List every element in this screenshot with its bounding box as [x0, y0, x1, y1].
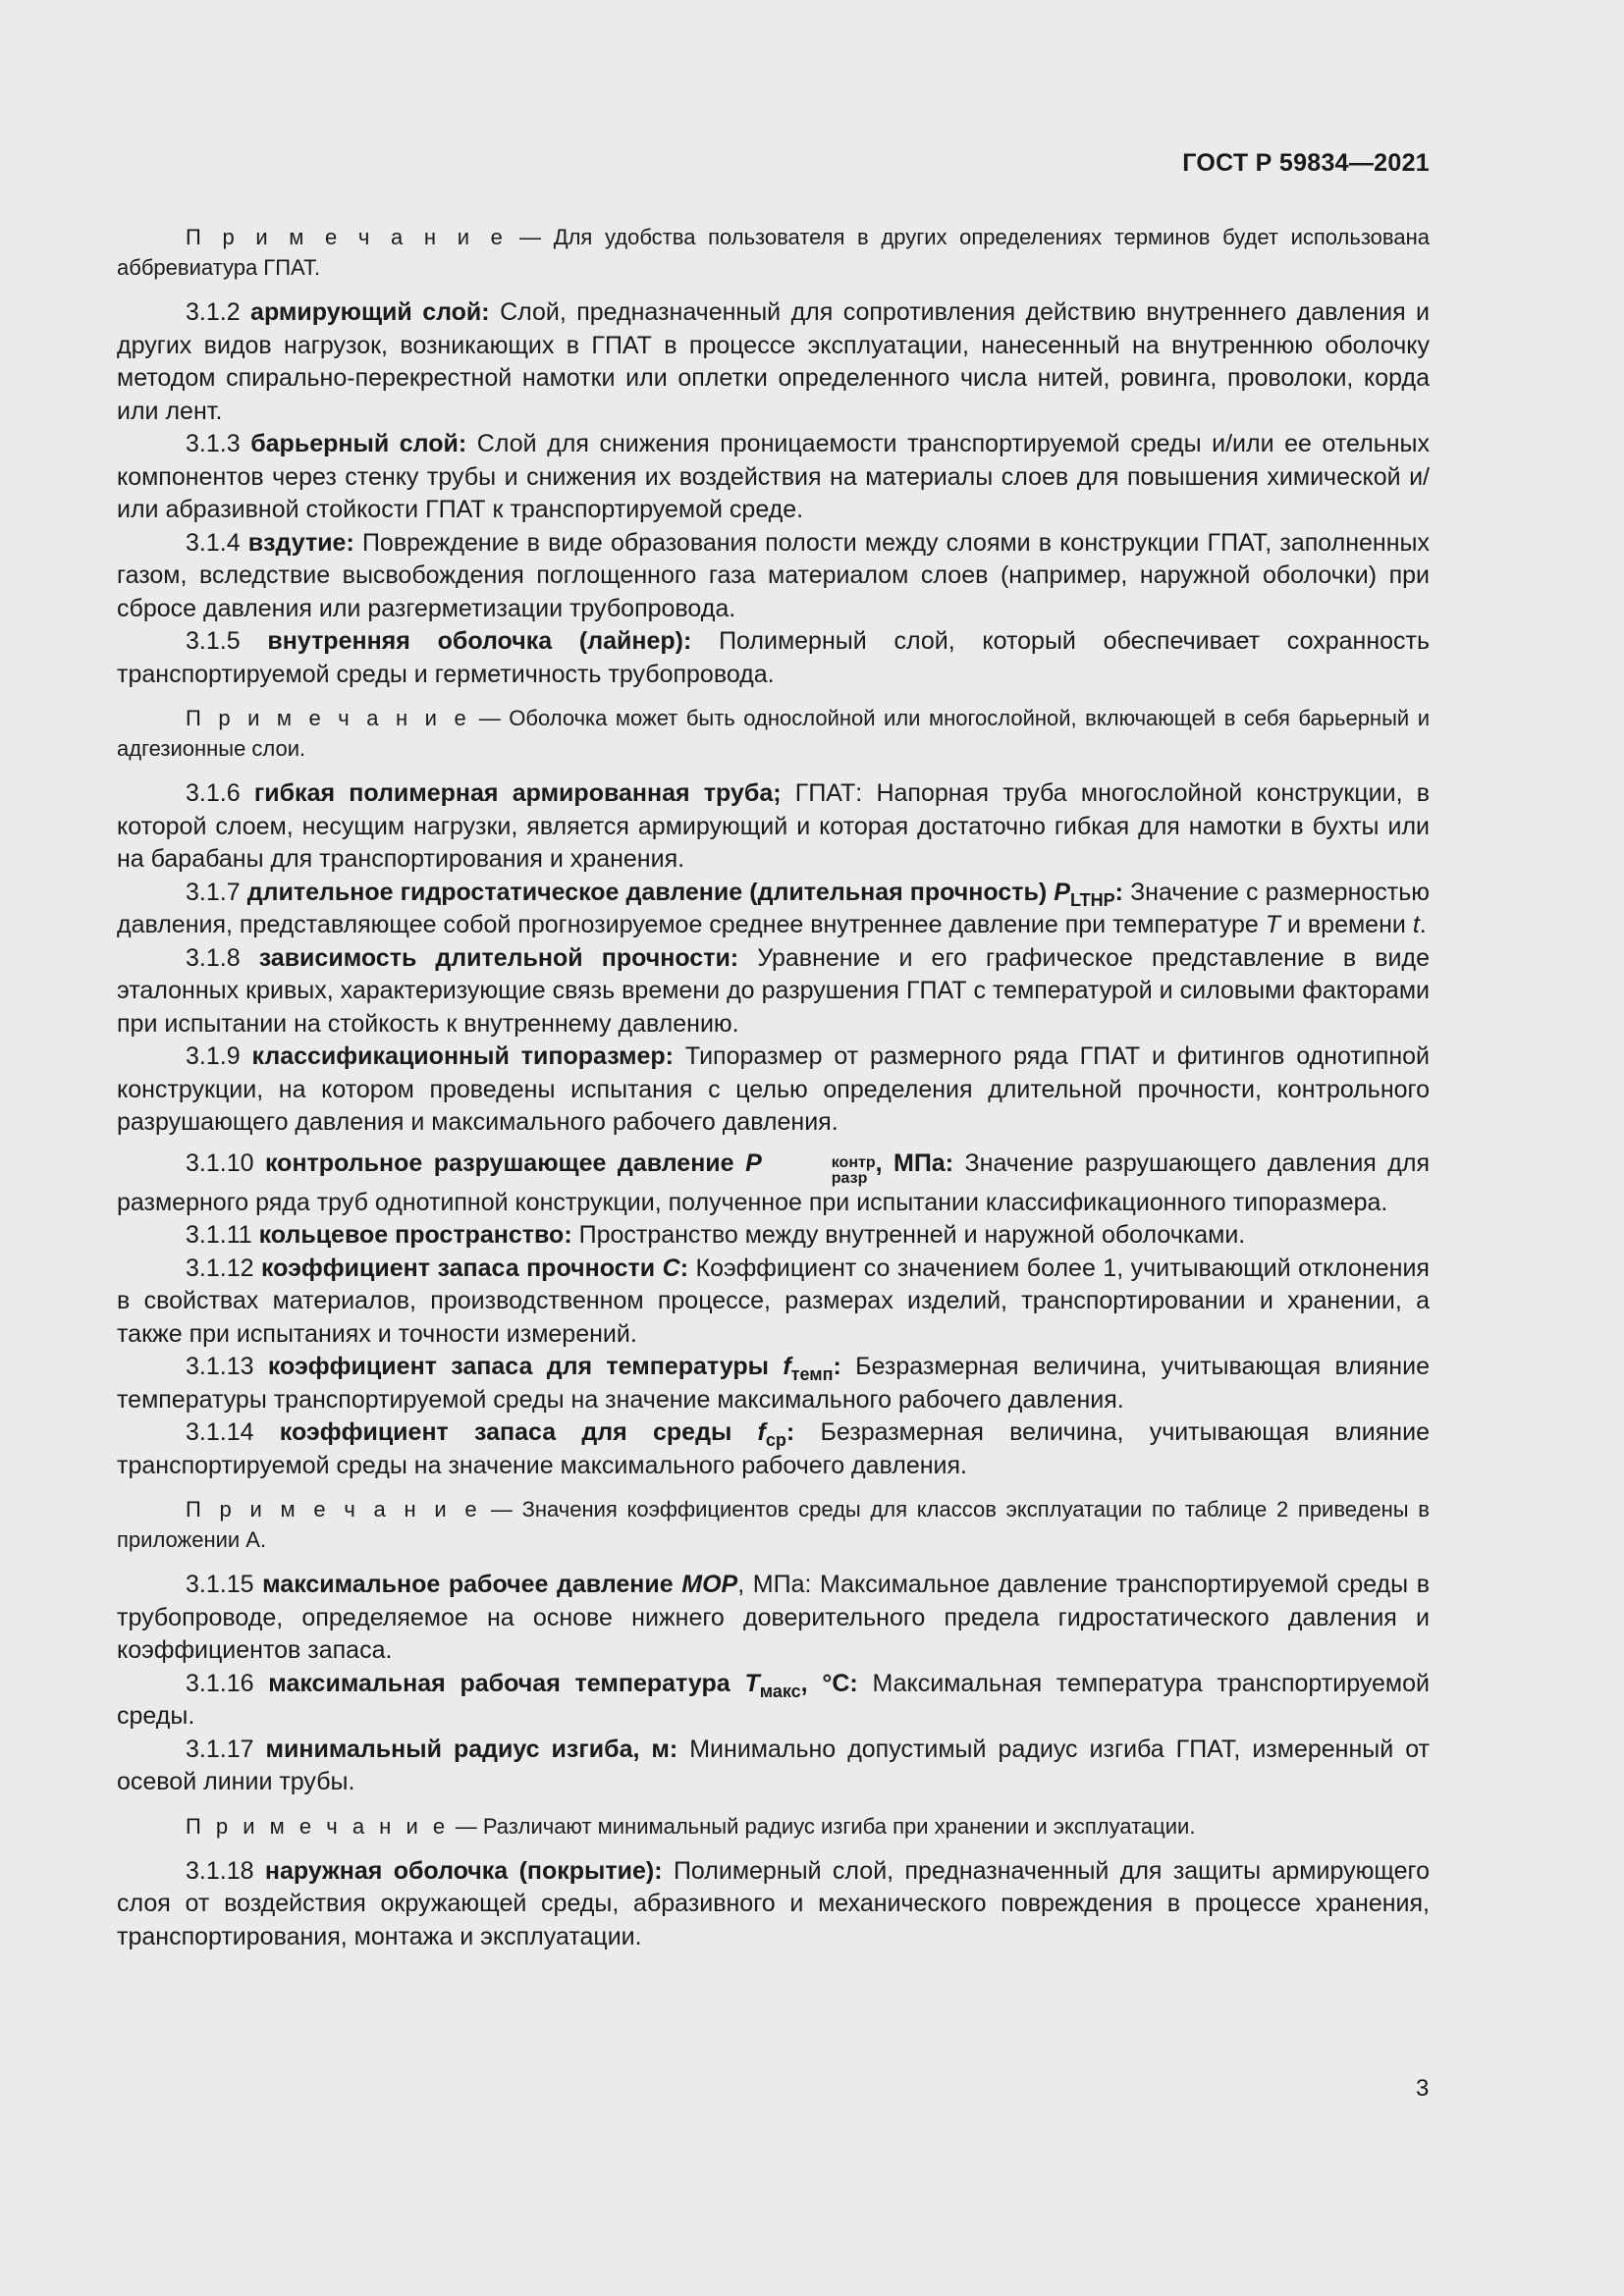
note-label: П р и м е ч а н и е — [186, 225, 508, 249]
term-name: гибкая полимерная армированная труба; — [253, 779, 782, 807]
definition-3-1-12 — [117, 1253, 1430, 1352]
term-name: длительное гидростатическое давление (длительная прочность) — [246, 878, 1048, 906]
note-2 — [117, 703, 1430, 764]
symbol-subscript: темп — [790, 1364, 834, 1384]
term-name: внутренняя оболочка (лайнер): — [267, 627, 692, 655]
document-body — [117, 222, 1430, 1953]
term-end: . — [1419, 911, 1427, 938]
symbol-subscript: разр — [831, 1169, 868, 1187]
variable-time: t — [1412, 911, 1420, 938]
clause-number: 3.1.13 — [186, 1353, 254, 1380]
term-text: ГПАТ: Напорная труба многослойной конструкции, в которой слоем, несущим нагрузки, является армирующий и которая достаточно гибкая для намотки в бухты или на барабаны для транспортирования и хранения. — [117, 779, 1431, 873]
clause-number: 3.1.18 — [186, 1856, 254, 1885]
term-text-2: и времени — [1286, 911, 1406, 938]
term-text: Слой для снижения проницаемости транспортируемой среды и/или ее отельных компонентов через стенку трубы и снижения их воздействия на материалы слоев для повышения химической и/или абразивной стойкости ГПАТ к транспортируемой среде. — [117, 430, 1430, 523]
note-label: П р и м е ч а н и е — [186, 1813, 450, 1839]
term-text: Уравнение и его графическое представление в виде эталонных кривых, характеризующие связь времени до разрушения ГПАТ с температурой и силовыми факторами при испытании на стойкость к внутреннему давлению. — [117, 943, 1430, 1038]
term-text: Безразмерная величина, учитывающая влияние транспортируемой среды на значение максимального рабочего давления. — [117, 1418, 1430, 1479]
term-name: коэффициент запаса для среды — [279, 1418, 732, 1446]
term-text: Безразмерная величина, учитывающая влияние температуры транспортируемой среды на значение максимального рабочего давления. — [117, 1353, 1430, 1414]
term-name: минимальный радиус изгиба, м: — [265, 1735, 678, 1763]
clause-number: 3.1.10 — [186, 1148, 254, 1177]
page-number: 3 — [1416, 2075, 1430, 2102]
symbol: MOP — [681, 1571, 738, 1598]
note-text: — Различают минимальный радиус изгиба при хранении и эксплуатации. — [455, 1813, 1196, 1839]
term-name: максимальная рабочая температура — [268, 1669, 731, 1697]
symbol-indices — [763, 1155, 876, 1187]
term-name: барьерный слой: — [250, 430, 467, 457]
symbol: f — [783, 1353, 791, 1380]
clause-number: 3.1.7 — [186, 878, 241, 906]
term-colon: : — [1114, 878, 1123, 906]
note-label: П р и м е ч а н и е — [186, 706, 471, 730]
document-header: ГОСТ Р 59834—2021 — [1182, 149, 1430, 177]
term-text: Полимерный слой, который обеспечивает сохранность транспортируемой среды и герметичность трубопровода. — [117, 627, 1431, 688]
definition-3-1-14 — [117, 1416, 1430, 1482]
term-text: Слой, предназначенный для сопротивления действию внутреннего давления и других видов нагрузок, возникающих в ГПАТ в процессе эксплуатации, нанесенный на внутреннюю оболочку методом спирально-перекрестной намотки или оплетки определенного числа нитей, ровинга, проволоки, корда или лент. — [117, 298, 1431, 425]
clause-number: 3.1.12 — [186, 1254, 254, 1282]
definition-3-1-10 — [117, 1148, 1430, 1220]
clause-number: 3.1.11 — [186, 1221, 252, 1249]
term-name: максимальное рабочее давление — [262, 1571, 674, 1598]
definition-3-1-8 — [117, 942, 1430, 1041]
definition-3-1-6 — [117, 777, 1430, 877]
term-name: коэффициент запаса для температуры — [267, 1353, 769, 1380]
note-text: — Значения коэффициентов среды для классов эксплуатации по таблице 2 приведены в приложении А. — [117, 1497, 1430, 1552]
clause-number: 3.1.8 — [186, 943, 241, 972]
term-unit: , МПа: — [737, 1571, 812, 1598]
clause-number: 3.1.3 — [186, 430, 241, 457]
term-text: Минимально допустимый радиус изгиба ГПАТ, измеренный от осевой линии трубы. — [117, 1735, 1431, 1795]
term-colon: : — [679, 1254, 689, 1282]
symbol: T — [744, 1669, 760, 1697]
term-text: Полимерный слой, предназначенный для защиты армирующего слоя от воздействия окружающей среды, абразивного и механического повреждения в процессе хранения, транспортирования, монтажа и эксплуатации. — [117, 1856, 1430, 1950]
term-colon: : — [785, 1418, 795, 1446]
definition-3-1-9 — [117, 1041, 1430, 1140]
definition-3-1-11 — [117, 1219, 1430, 1253]
symbol: P — [1054, 878, 1070, 906]
definition-3-1-3 — [117, 428, 1430, 527]
clause-number: 3.1.15 — [186, 1571, 254, 1598]
definition-3-1-5 — [117, 625, 1430, 691]
term-text: Повреждение в виде образования полости между слоями в конструкции ГПАТ, заполненных газом, вследствие высвобождения поглощенного газа материалом слоев (например, наружной оболочки) при сбросе давления или разгерметизации трубопровода. — [117, 528, 1430, 622]
term-colon: : — [833, 1353, 841, 1380]
note-text: — Оболочка может быть однослойной или многослойной, включающей в себя барьерный и адгезионные слои. — [117, 706, 1430, 761]
variable-t: T — [1265, 911, 1281, 938]
definition-3-1-16 — [117, 1668, 1430, 1734]
note-label: П р и м е ч а н и е — [186, 1497, 482, 1522]
term-text: Пространство между внутренней и наружной оболочками. — [578, 1221, 1246, 1249]
term-text: Значение с размерностью давления, представляющее собой прогнозируемое среднее внутреннее давление при температуре — [117, 878, 1431, 938]
definition-3-1-17 — [117, 1734, 1430, 1799]
symbol-subscript: ср — [765, 1430, 786, 1450]
term-text: Максимальная температура транспортируемой среды. — [117, 1669, 1430, 1730]
term-name: наружная оболочка (покрытие): — [264, 1856, 663, 1885]
definition-3-1-15 — [117, 1569, 1430, 1668]
term-text: Коэффициент со значением более 1, учитывающий отклонения в свойствах материалов, производственном процессе, размерах изделий, транспортировании и хранении, а также при испытаниях и точности измерений. — [117, 1254, 1430, 1348]
note-text: — Для удобства пользователя в других определениях терминов будет использована аббревиатура ГПАТ. — [117, 225, 1430, 280]
note-4 — [117, 1811, 1430, 1842]
term-text: Максимальное давление транспортируемой среды в трубопроводе, определяемое на основе нижнего доверительного предела гидростатического давления и коэффициентов запаса. — [117, 1571, 1430, 1664]
term-name: кольцевое пространство: — [258, 1221, 572, 1249]
term-name: коэффициент запаса прочности — [260, 1254, 656, 1282]
clause-number: 3.1.9 — [186, 1042, 241, 1070]
definition-3-1-13 — [117, 1351, 1430, 1416]
clause-number: 3.1.16 — [186, 1669, 254, 1697]
clause-number: 3.1.2 — [186, 298, 241, 326]
term-name: классификационный типоразмер: — [251, 1042, 675, 1070]
symbol: P — [745, 1148, 762, 1177]
term-name: вздутие: — [247, 528, 354, 557]
term-unit: , °С: — [800, 1669, 858, 1697]
term-name: армирующий слой: — [250, 298, 490, 326]
clause-number: 3.1.17 — [186, 1735, 254, 1763]
symbol: f — [757, 1418, 766, 1446]
symbol-superscript: контр — [831, 1153, 876, 1171]
term-text: Значение разрушающего давления для размерного ряда труб однотипной конструкции, полученное при испытании классификационного типоразмера. — [117, 1148, 1431, 1216]
definition-3-1-7 — [117, 877, 1430, 942]
symbol: C — [662, 1254, 680, 1282]
term-unit: , МПа: — [875, 1148, 954, 1177]
definition-3-1-18 — [117, 1855, 1430, 1954]
definition-3-1-4 — [117, 527, 1430, 626]
note-1 — [117, 222, 1430, 283]
term-name: контрольное разрушающее давление — [265, 1148, 734, 1177]
clause-number: 3.1.4 — [186, 528, 241, 557]
clause-number: 3.1.5 — [186, 627, 241, 655]
note-3 — [117, 1494, 1430, 1555]
term-name: зависимость длительной прочности: — [258, 943, 739, 972]
definition-3-1-2 — [117, 296, 1430, 428]
term-text: Типоразмер от размерного ряда ГПАТ и фитингов однотипной конструкции, на котором проведены испытания с целью определения длительной прочности, контрольного разрушающего давления и максимального рабочего давления. — [117, 1042, 1430, 1136]
symbol-subscript: макс — [759, 1681, 801, 1701]
symbol-subscript: LTHP — [1069, 889, 1115, 910]
clause-number: 3.1.6 — [186, 779, 241, 807]
clause-number: 3.1.14 — [186, 1418, 254, 1446]
